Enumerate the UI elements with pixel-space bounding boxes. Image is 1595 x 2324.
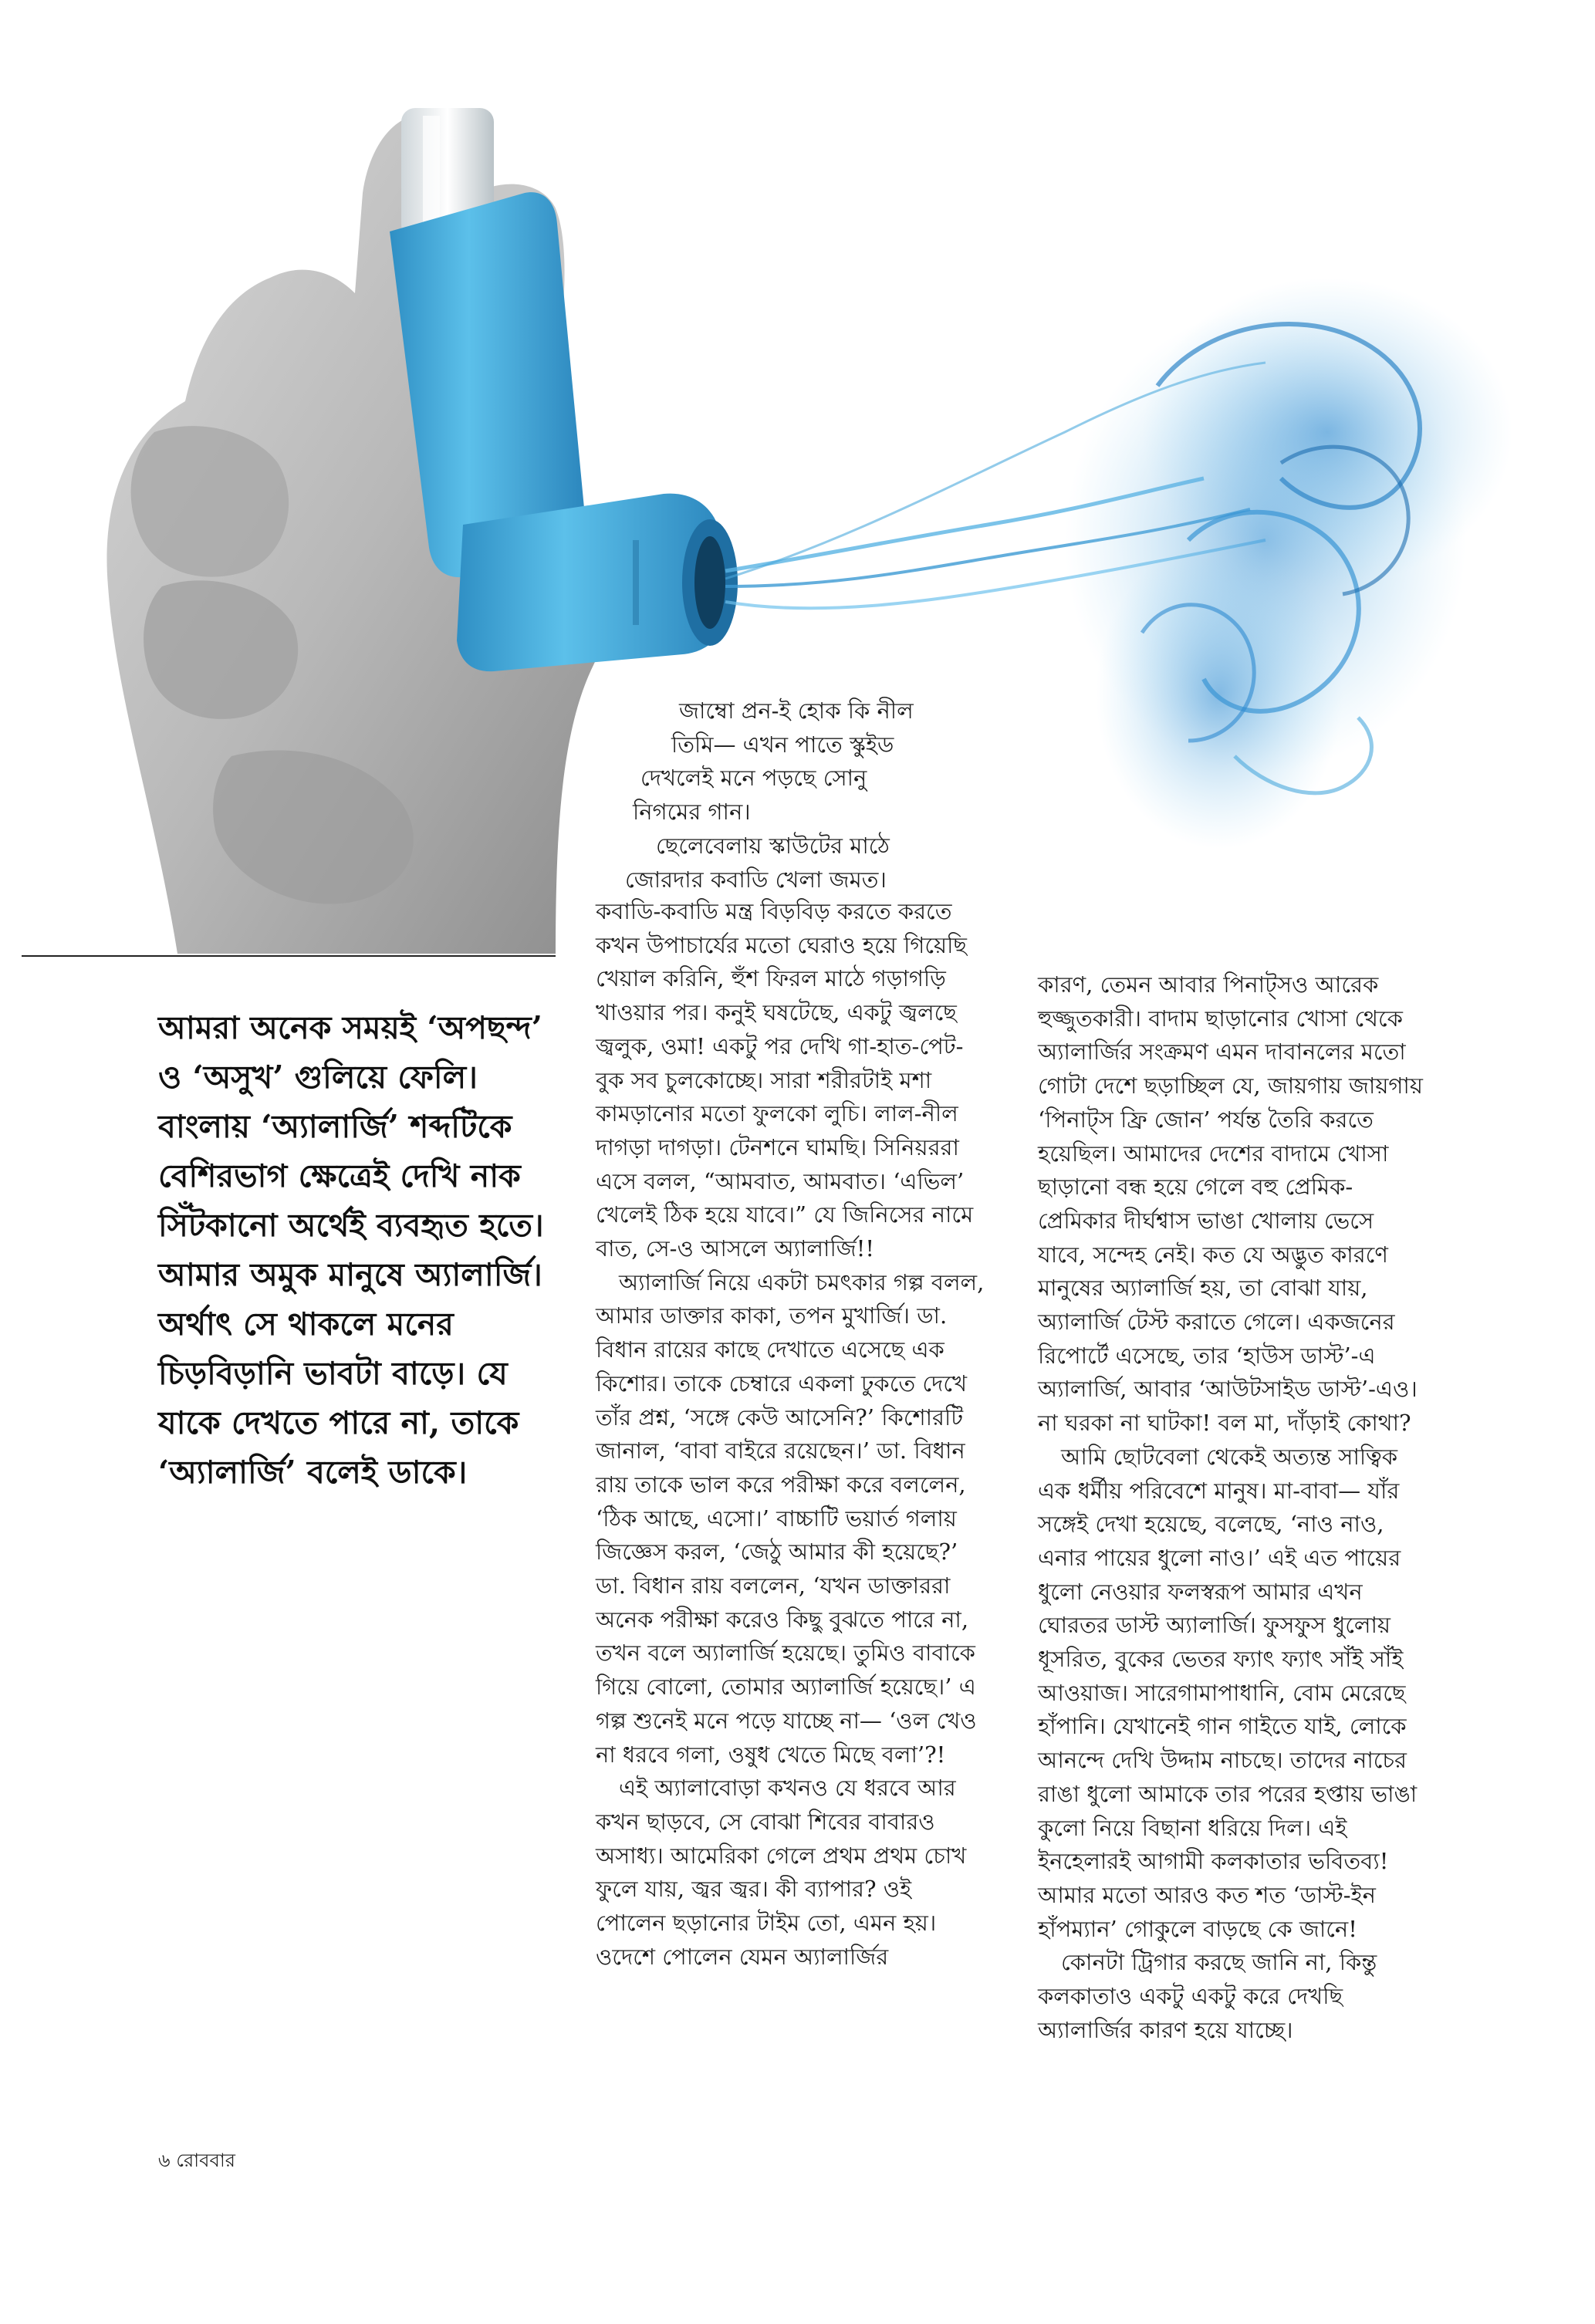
- paragraph: অ্যালার্জি নিয়ে একটা চমৎকার গল্প বলল, আমার ডাক্তার কাকা, তপন মুখার্জি। ডা. বিধান রায়ের কাছে দেখাতে এসেছে এক কিশোর। তাকে চেম্বারে একলা ঢুকতে দেখে তাঁর প্রশ্ন, ‘সঙ্গে কেউ আসেনি?’ কিশোরটি জানাল, ‘বাবা বাইরে রয়েছেন।’ ডা. বিধান রায় তাকে ভাল করে পরীক্ষা করে বললেন, ‘ঠিক আছে, এসো।’ বাচ্চাটি ভয়ার্ত গলায় জিজ্ঞেস করল, ‘জেঠু আমার কী হয়েছে?’ ডা. বিধান রায় বললেন, ‘যখন ডাক্তাররা অনেক পরীক্ষা করেও কিছু বুঝতে পারে না, তখন বলে অ্যালার্জি হয়েছে। তুমিও বাবাকে গিয়ে বোলো, তোমার অ্যালার্জি হয়েছে।’ এ গল্প শুনেই মনে পড়ে যাচ্ছে না— ‘ওল খেও না ধরবে গলা, ওষুধ খেতে মিছে বলা’?!: [596, 1268, 985, 1768]
- paragraph: এই অ্যালাবোড়া কখনও যে ধরবে আর কখন ছাড়বে, সে বোঝা শিবের বাবারও অসাধ্য। আমেরিকা গেলে প্রথম প্রথম চোখ ফুলে যায়, জ্বর জ্বর। কী ব্যাপার? ওই পোলেন ছড়ানোর টাইম তো, এমন হয়। ওদেশে পোলেন যেমন অ্যালার্জির: [596, 1775, 967, 1970]
- pull-quote: [158, 1003, 559, 1497]
- paragraph: আমি ছোটবেলা থেকেই অত্যন্ত সাত্বিক এক ধর্মীয় পরিবেশে মানুষ। মা-বাবা— যাঁর সঙ্গেই দেখা হয়েছে, বলেছে, ‘নাও নাও, এনার পায়ের ধুলো নাও।’ এই এত পায়ের ধুলো নেওয়ার ফলস্বরূপ আমার এখন ঘোরতর ডাস্ট অ্যালার্জি। ফুসফুস ধুলোয় ধূসরিত, বুকের ভেতর ফ্যাৎ ফ্যাৎ সাঁই সাঁই আওয়াজ। সারেগামাপাধানি, বোম মেরেছে হাঁপানি। যেখানেই গান গাইতে যাই, লোকে আনন্দে দেখি উদ্দাম নাচছে। তাদের নাচের রাঙা ধুলো আমাকে তার পরের হপ্তায় ভাঙা কুলো নিয়ে বিছানা ধরিয়ে দিল। এই ইনহেলারই আগামী কলকাতার ভবিতব্য! আমার মতো আরও কত শত ‘ডাস্ট-ইন হাঁপম্যান’ গোকুলে বাড়ছে কে জানে!: [1038, 1443, 1418, 1942]
- paragraph: কোনটা ট্রিগার করছে জানি না, কিন্তু কলকাতাও একটু একটু করে দেখছি অ্যালার্জির কারণ হয়ে যাচ্ছে।: [1038, 1949, 1377, 2043]
- intro-line: ছেলেবেলায় স্কাউটের মাঠে: [656, 832, 890, 859]
- intro-line: জাম্বো প্রন-ই হোক কি নীল: [679, 698, 914, 724]
- pull-quote-text: আমরা অনেক সময়ই ‘অপছন্দ’ ও ‘অসুখ’ গুলিয়ে ফেলি। বাংলায় ‘অ্যালার্জি’ শব্দটিকে বেশিরভাগ ক্ষেত্রেই দেখি নাক সিঁটকানো অর্থেই ব্যবহৃত হতে। আমার অমুক মানুষে অ্যালার্জি। অর্থাৎ সে থাকলে মনের চিড়বিড়ানি ভাবটা বাড়ে। যে যাকে দেখতে পারে না, তাকে ‘অ্যালার্জি’ বলেই ডাকে।: [158, 1009, 544, 1491]
- paragraph: কারণ, তেমন আবার পিনাট্‌সও আরেক হুজ্জুতকারী। বাদাম ছাড়ানোর খোসা থেকে অ্যালার্জির সংক্রমণ এমন দাবানলের মতো গোটা দেশে ছড়াচ্ছিল যে, জায়গায় জায়গায় ‘পিনাট্‌স ফ্রি জোন’ পর্যন্ত তৈরি করতে হয়েছিল। আমাদের দেশের বাদামে খোসা ছাড়ানো বন্ধ হয়ে গেলে বহু প্রেমিক-প্রেমিকার দীর্ঘশ্বাস ভাঙা খোলায় ভেসে যাবে, সন্দেহ নেই। কত যে অদ্ভুত কারণে মানুষের অ্যালার্জি হয়, তা বোঝা যায়, অ্যালার্জি টেস্ট করাতে গেলে। একজনের রিপোর্টে এসেছে, তার ‘হাউস ডাস্ট’-এ অ্যালার্জি, আবার ‘আউটসাইড ডাস্ট’-এও। না ঘরকা না ঘাটকা! বল মা, দাঁড়াই কোথা?: [1038, 971, 1423, 1437]
- intro-line: দেখলেই মনে পড়ছে সোনু: [640, 765, 867, 792]
- article-column-1: [596, 895, 988, 1974]
- divider-line: [22, 955, 556, 957]
- intro-line: জোরদার কবাডি খেলা জমত।: [625, 866, 887, 893]
- article-column-2: [1038, 968, 1424, 2048]
- page-folio: ৬ রোববার: [158, 2150, 236, 2171]
- intro-line: তিমি— এখন পাতে স্কুইড: [671, 731, 894, 758]
- intro-block: [594, 694, 1026, 897]
- intro-line: নিগমের গান।: [633, 799, 751, 826]
- paragraph: কবাডি-কবাডি মন্ত্র বিড়বিড় করতে করতে কখন উপাচার্যের মতো ঘেরাও হয়ে গিয়েছি খেয়াল করিনি, হুঁশ ফিরল মাঠে গড়াগড়ি খাওয়ার পর। কনুই ঘষটেছে, একটু জ্বলছে জ্বলুক, ওমা! একটু পর দেখি গা-হাত-পেট-বুক সব চুলকোচ্ছে। সারা শরীরটাই মশা কামড়ানোর মতো ফুলকো লুচি। লাল-নীল দাগড়া দাগড়া। টেনশনে ঘামছি। সিনিয়ররা এসে বলল, “আমবাত, আমবাত। ‘এভিল’ খেলেই ঠিক হয়ে যাবে।” যে জিনিসের নামে বাত, সে-ও আসলে অ্যালার্জি!!: [596, 898, 974, 1262]
